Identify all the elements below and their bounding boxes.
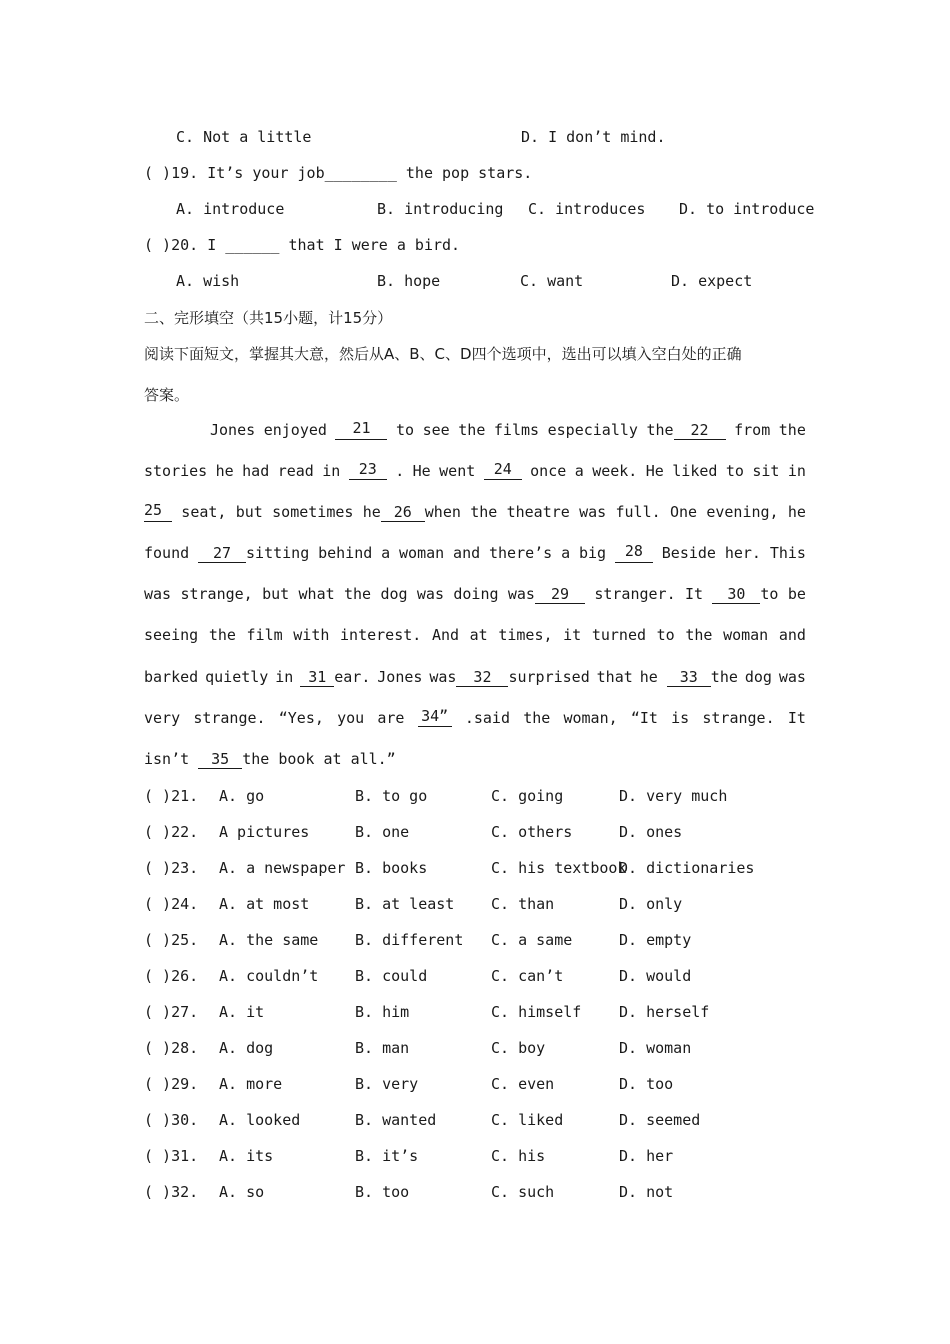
option-d[interactable]: D. only (619, 895, 683, 913)
passage-line-1: Jones enjoyed 21 to see the films especially the 22 from the (210, 419, 806, 439)
passage-line-9: isn’t 35 the book at all.” (144, 750, 396, 768)
option-c[interactable]: C. can’t (491, 967, 564, 985)
passage-line-5: was strange, but what the dog was doing was 29 stranger. It 30 to be (144, 585, 806, 603)
q19-option-d: D. to introduce (679, 200, 815, 218)
section-instructions-cont: 答案。 (144, 386, 190, 404)
q19-option-c: C. introduces (528, 200, 646, 218)
option-c[interactable]: C. going (491, 787, 564, 805)
option-b[interactable]: B. one (355, 823, 410, 841)
option-b[interactable]: B. him (355, 1003, 410, 1021)
option-c[interactable]: C. such (491, 1183, 555, 1201)
option-b[interactable]: B. wanted (355, 1111, 437, 1129)
option-d[interactable]: D. ones (619, 823, 683, 841)
blank-21[interactable]: 21 (335, 421, 387, 440)
blank-28[interactable]: 28 (615, 544, 653, 563)
question-number: ( )22. (144, 823, 199, 841)
q20-stem: ( )20. I ______ that I were a bird. (144, 236, 461, 254)
blank-32[interactable]: 32 (456, 670, 508, 687)
option-d[interactable]: D. would (619, 967, 692, 985)
q19-option-b: B. introducing (377, 200, 504, 218)
option-c[interactable]: C. himself (491, 1003, 582, 1021)
option-b[interactable]: B. at least (355, 895, 455, 913)
q20-option-b: B. hope (377, 272, 441, 290)
option-b[interactable]: B. too (355, 1183, 410, 1201)
blank-33[interactable]: 33 (667, 670, 711, 687)
option-c[interactable]: C. even (491, 1075, 555, 1093)
q20-option-d: D. expect (671, 272, 753, 290)
passage-line-3: 25 seat, but sometimes he 26 when the theatre was full. One evening, he (144, 501, 806, 521)
option-a[interactable]: A. so (219, 1183, 265, 1201)
option-a[interactable]: A. its (219, 1147, 274, 1165)
option-d[interactable]: D. dictionaries (619, 859, 755, 877)
option-b[interactable]: B. could (355, 967, 428, 985)
option-d[interactable]: D. her (619, 1147, 674, 1165)
option-b[interactable]: B. very (355, 1075, 419, 1093)
blank-35[interactable]: 35 (198, 752, 242, 769)
q20-option-c: C. want (520, 272, 584, 290)
blank-30[interactable]: 30 (712, 587, 760, 604)
blank-31[interactable]: 31 (300, 670, 334, 687)
option-c[interactable]: C. his (491, 1147, 546, 1165)
blank-27[interactable]: 27 (198, 546, 246, 563)
option-b[interactable]: B. different (355, 931, 464, 949)
blank-34[interactable]: 34” (418, 709, 452, 727)
question-number: ( )30. (144, 1111, 199, 1129)
question-number: ( )29. (144, 1075, 199, 1093)
q20-option-a: A. wish (176, 272, 240, 290)
option-d[interactable]: D. very much (619, 787, 728, 805)
passage-line-6: seeing the film with interest. And at times, it turned to the woman and (144, 626, 806, 644)
option-b[interactable]: B. books (355, 859, 428, 877)
q19-stem: ( )19. It’s your job________ the pop stars. (144, 164, 533, 182)
option-c[interactable]: C. his textbook (491, 859, 627, 877)
option-a[interactable]: A. at most (219, 895, 310, 913)
option-d[interactable]: D. not (619, 1183, 674, 1201)
blank-26[interactable]: 26 (381, 505, 425, 522)
question-number: ( )21. (144, 787, 199, 805)
q19-option-a: A. introduce (176, 200, 285, 218)
blank-22[interactable]: 22 (674, 423, 726, 440)
question-number: ( )27. (144, 1003, 199, 1021)
option-a[interactable]: A. a newspaper (219, 859, 346, 877)
option-c[interactable]: C. liked (491, 1111, 564, 1129)
blank-25[interactable]: 25 (144, 503, 172, 522)
option-a[interactable]: A. couldn’t (219, 967, 319, 985)
option-a[interactable]: A. the same (219, 931, 319, 949)
option-d[interactable]: D. seemed (619, 1111, 701, 1129)
blank-24[interactable]: 24 (484, 462, 522, 480)
section-instructions: 阅读下面短文，掌握其大意，然后从A、B、C、D四个选项中，选出可以填入空白处的正确 (144, 345, 742, 363)
question-number: ( )26. (144, 967, 199, 985)
option-d[interactable]: D. herself (619, 1003, 710, 1021)
passage-line-4: found 27 sitting behind a woman and there’s a big 28 Beside her. This (144, 542, 806, 562)
passage-line-2: stories he had read in 23 . He went 24 once a week. He liked to sit in (144, 460, 806, 480)
blank-23[interactable]: 23 (349, 462, 387, 480)
passage-line-8: very strange. “Yes, you are 34” .said the woman, “It is strange. It (144, 707, 806, 727)
option-b[interactable]: B. to go (355, 787, 428, 805)
section-title: 二、完形填空（共15小题，计15分） (144, 309, 393, 327)
question-number: ( )32. (144, 1183, 199, 1201)
question-number: ( )24. (144, 895, 199, 913)
option-a[interactable]: A. looked (219, 1111, 301, 1129)
passage-line-7: barked quietly in 31 ear. Jones was 32 surprised that he 33 the dog was (144, 668, 806, 686)
option-d[interactable]: D. too (619, 1075, 674, 1093)
q18-option-d: D. I don’t mind. (521, 128, 666, 146)
option-d[interactable]: D. empty (619, 931, 692, 949)
option-c[interactable]: C. boy (491, 1039, 546, 1057)
question-number: ( )31. (144, 1147, 199, 1165)
blank-29[interactable]: 29 (535, 587, 585, 604)
option-a[interactable]: A pictures (219, 823, 310, 841)
option-c[interactable]: C. than (491, 895, 555, 913)
option-b[interactable]: B. it’s (355, 1147, 419, 1165)
option-d[interactable]: D. woman (619, 1039, 692, 1057)
question-number: ( )28. (144, 1039, 199, 1057)
option-a[interactable]: A. dog (219, 1039, 274, 1057)
option-a[interactable]: A. more (219, 1075, 283, 1093)
option-b[interactable]: B. man (355, 1039, 410, 1057)
q18-option-c: C. Not a little (176, 128, 312, 146)
option-a[interactable]: A. go (219, 787, 265, 805)
question-number: ( )25. (144, 931, 199, 949)
option-a[interactable]: A. it (219, 1003, 265, 1021)
option-c[interactable]: C. a same (491, 931, 573, 949)
option-c[interactable]: C. others (491, 823, 573, 841)
question-number: ( )23. (144, 859, 199, 877)
